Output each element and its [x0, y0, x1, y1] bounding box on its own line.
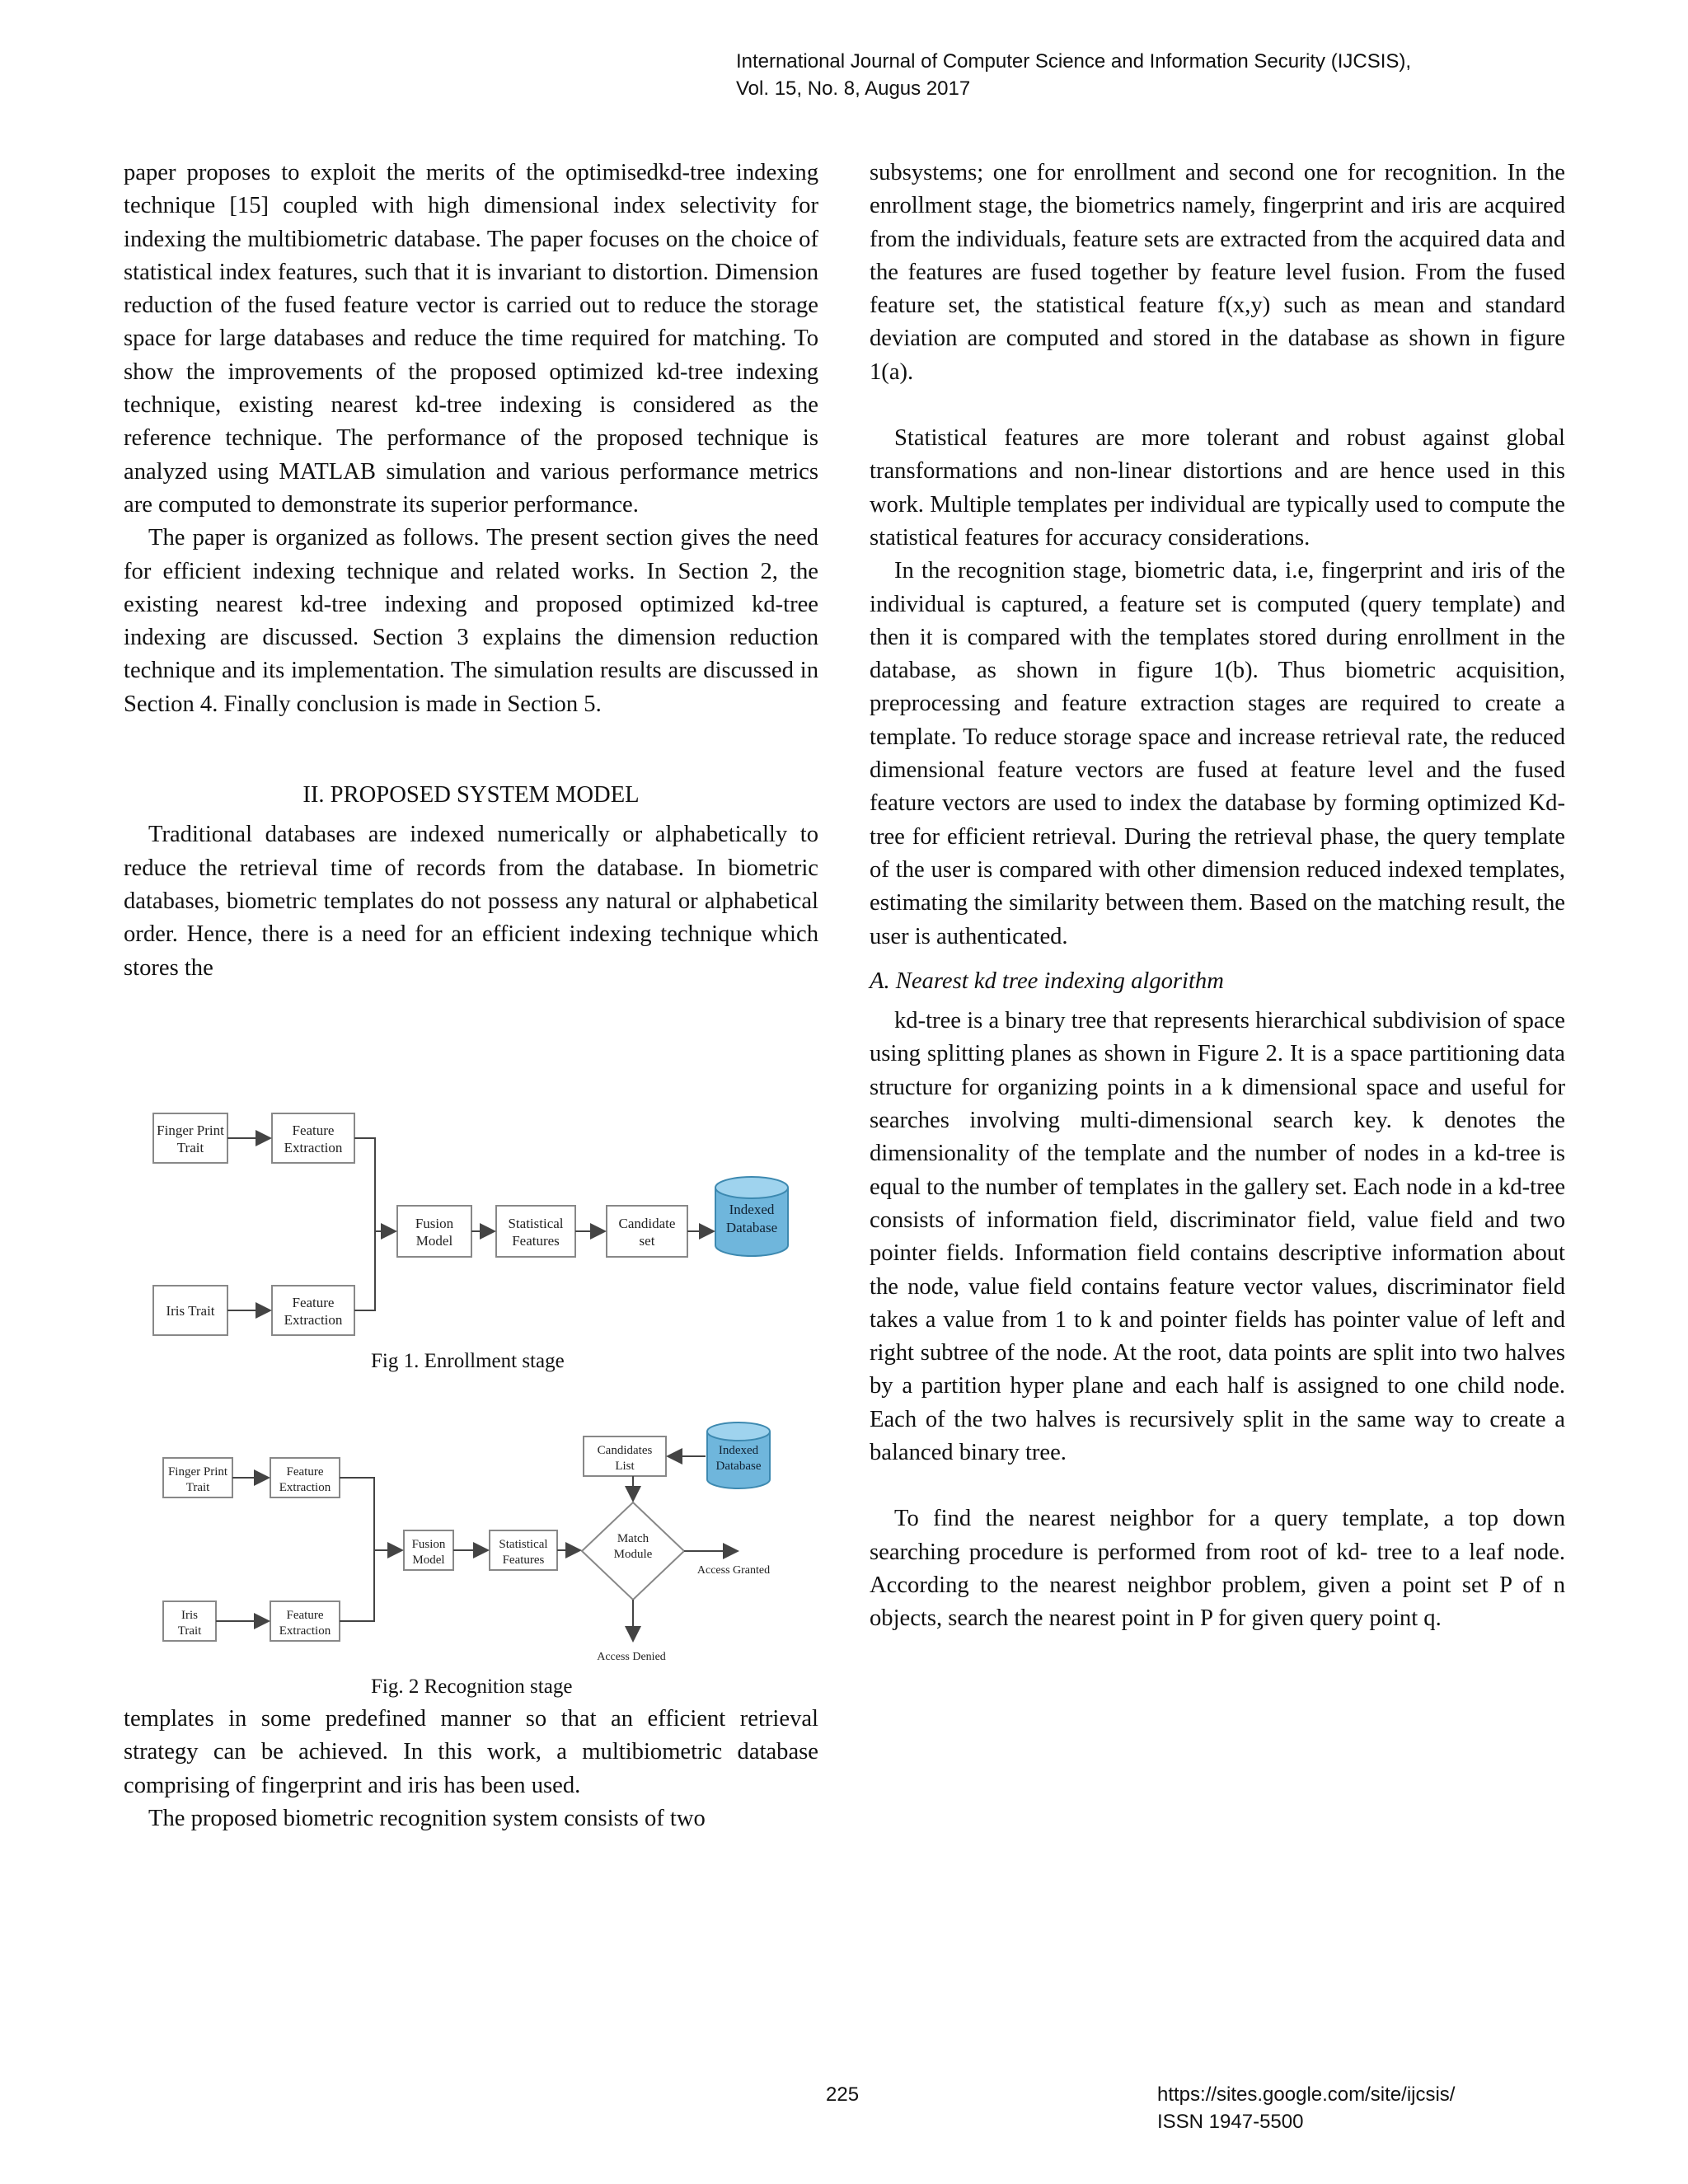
- fig2-statistical-label: Statistical: [499, 1538, 548, 1551]
- fig1-fingerprint-label: Trait: [176, 1140, 204, 1155]
- enrollment-diagram: [148, 1100, 799, 1347]
- fig2-statistical-label: Features: [502, 1554, 545, 1567]
- fig1-database-label: Database: [725, 1220, 778, 1235]
- footer-url: https://sites.google.com/site/ijcsis/: [1157, 2083, 1456, 2106]
- fig2-feature-extraction-label: Feature: [286, 1609, 324, 1622]
- paragraph: Traditional databases are indexed numerically or alphabetically to reduce the retrieval time of records from the database. In biometric databases, biometric templates do not possess any natural or alphabetical order. Hence, there is a need for an efficient indexing technique which stores the: [124, 822, 818, 981]
- paragraph: Statistical features are more tolerant and robust against global transformations and non-linear distortions and are hence used in this work. Multiple templates per individual are typically used to compute the statistical features for accuracy considerations.: [870, 425, 1565, 551]
- fig1-candidate-label: set: [639, 1233, 655, 1249]
- fig2-database-label: Database: [715, 1460, 762, 1473]
- fig2-feature-extraction-label: Extraction: [279, 1624, 331, 1638]
- figure-caption: Fig. 2 Recognition stage: [371, 1675, 573, 1698]
- fig1-fusion-label: Fusion: [415, 1216, 454, 1231]
- fig1-iris-label: Iris Trait: [166, 1303, 215, 1319]
- fig2-match-label: Module: [613, 1548, 653, 1561]
- fig1-database-label: Indexed: [729, 1202, 775, 1217]
- fig2-candidates-label: Candidates: [597, 1444, 653, 1457]
- page-number: 225: [826, 2083, 860, 2106]
- fig2-access-granted-label: Access Granted: [696, 1564, 771, 1577]
- left-column-bottom: [124, 1703, 818, 1835]
- fig1-feature-extraction-label: Extraction: [284, 1312, 343, 1328]
- paragraph: kd-tree is a binary tree that represents hierarchical subdivision of space using splitting planes as shown in Figure 2. It is a space partitioning data structure for organizing points in a k dimensional space and useful for searches involving multi-dimensional search key. k denotes the dimensionality of the template and the number of nodes in a kd-tree is equal to the number of templates in the gallery set. Each node in a kd-tree consists of information field, discriminator field, value field and two pointer fields. Information field contains descriptive information about the node, value field contains feature vector values, discriminator field takes a value from 1 to k and pointer fields has pointer value of left and right subtree of the node. At the root, data points are split into two halves by a partition hyper plane and each half is assigned to one child node. Each of the two halves is recursively split in the same way to create a balanced binary tree.: [870, 1008, 1566, 1465]
- fig1-feature-extraction-label: Feature: [292, 1122, 335, 1138]
- fig1-statistical-label: Statistical: [508, 1216, 564, 1231]
- fig2-fusion-label: Model: [412, 1554, 445, 1567]
- paragraph: templates in some predefined manner so that an efficient retrieval strategy can be achieved. In this work, a multibiometric database comprising of fingerprint and iris has been used.: [124, 1706, 818, 1798]
- paragraph: The proposed biometric recognition system consists of two: [148, 1805, 706, 1831]
- fig1-candidate-label: Candidate: [618, 1216, 676, 1231]
- recognition-diagram: [157, 1413, 791, 1669]
- right-column: [870, 157, 1565, 1635]
- journal-header: [736, 48, 1411, 102]
- section-heading: II. PROPOSED SYSTEM MODEL: [302, 782, 640, 808]
- fig2-access-denied-label: Access Denied: [597, 1651, 666, 1663]
- fig1-feature-extraction-label: Feature: [292, 1295, 335, 1310]
- fig2-fusion-label: Fusion: [411, 1538, 446, 1551]
- paragraph: subsystems; one for enrollment and second one for recognition. In the enrollment stage, the biometrics namely, fingerprint and iris are acquired from the individuals, feature sets are extracted from the acquired data and the features are fused together by feature level fusion. From the fused feature set, the statistical feature f(x,y) such as mean and standard deviation are computed and stored in the database as shown in figure 1(a).: [870, 160, 1565, 385]
- figure-caption: Fig 1. Enrollment stage: [371, 1350, 565, 1372]
- fig2-candidates-label: List: [615, 1460, 635, 1473]
- fig2-database-label: Indexed: [718, 1444, 759, 1457]
- left-column-top: [124, 157, 818, 985]
- paragraph: In the recognition stage, biometric data, i.e, fingerprint and iris of the individual is captured, a feature set is computed (query template) and then it is compared with the templates stored during enrollment in the database, as shown in figure 1(b). Thus biometric acquisition, preprocessing and feature extraction stages are required to create a template. To reduce storage space and increase retrieval rate, the reduced dimensional feature vectors are fused at feature level and the fused feature vectors are used to index the database by forming optimized Kd-tree for efficient retrieval. During the retrieval phase, the query template of the user is compared with other dimension reduced indexed templates, estimating the similarity between them. Based on the matching result, the user is authenticated.: [870, 558, 1565, 949]
- paragraph: The paper is organized as follows. The present section gives the need for efficient indexing technique and related works. In Section 2, the existing nearest kd-tree indexing and proposed optimized kd-tree indexing are discussed. Section 3 explains the dimension reduction technique and its implementation. The simulation results are discussed in Section 4. Finally conclusion is made in Section 5.: [124, 525, 818, 717]
- journal-header-line2: Vol. 15, No. 8, Augus 2017: [736, 77, 971, 100]
- fig1-statistical-label: Features: [512, 1233, 560, 1249]
- fig1-fingerprint-label: Finger Print: [157, 1122, 224, 1138]
- fig2-iris-label: Trait: [177, 1624, 202, 1638]
- paragraph: To find the nearest neighbor for a query template, a top down searching procedure is performed from root of kd- tree to a leaf node. According to the nearest neighbor problem, given a point set P of n objects, search the nearest point in P for given query point q.: [870, 1506, 1565, 1632]
- subsection-heading: A. Nearest kd tree indexing algorithm: [870, 968, 1224, 994]
- fig2-fingerprint-label: Trait: [185, 1481, 210, 1494]
- fig2-iris-label: Iris: [181, 1609, 198, 1622]
- fig2-feature-extraction-label: Feature: [286, 1465, 324, 1479]
- fig2-match-label: Match: [617, 1532, 649, 1545]
- fig2-fingerprint-label: Finger Print: [167, 1465, 228, 1479]
- journal-header-line1: International Journal of Computer Science and Information Security (IJCSIS),: [736, 50, 1412, 73]
- fig2-feature-extraction-label: Extraction: [279, 1481, 331, 1494]
- paragraph: paper proposes to exploit the merits of the optimisedkd-tree indexing technique [15] coupled with high dimensional index selectivity for indexing the multibiometric database. The paper focuses on the choice of statistical index features, such that it is invariant to distortion. Dimension reduction of the fused feature vector is carried out to reduce the storage space for large databases and reduce the time required for matching. To show the improvements of the proposed optimized kd-tree indexing technique, existing nearest kd-tree indexing is considered as the reference technique. The performance of the proposed technique is analyzed using MATLAB simulation and various performance metrics are computed to demonstrate its superior performance.: [124, 160, 818, 518]
- fig1-fusion-label: Model: [415, 1233, 453, 1249]
- footer-issn: ISSN 1947-5500: [1157, 2111, 1304, 2133]
- fig1-feature-extraction-label: Extraction: [284, 1140, 343, 1155]
